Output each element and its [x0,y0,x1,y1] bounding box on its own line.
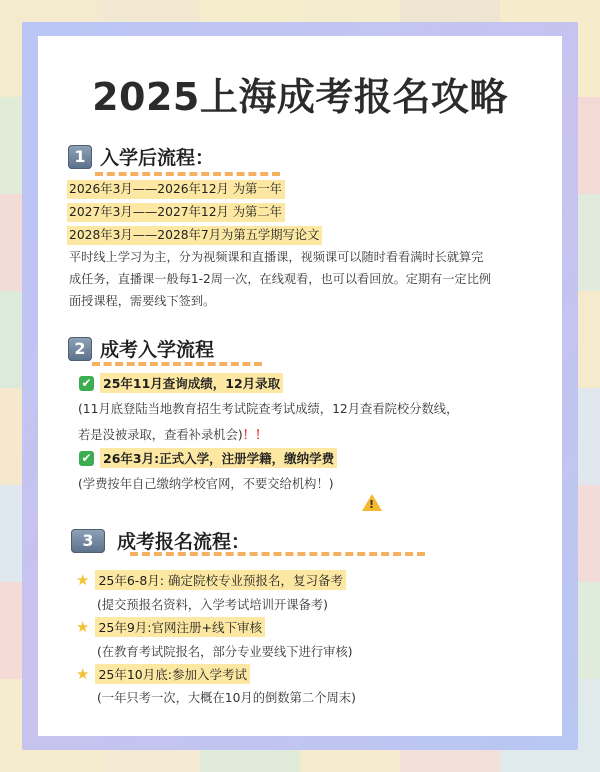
signup-step-2 [76,617,265,637]
paragraph-line: 平时线上学习为主，分为视频课和直播课，视频课可以随时看看满时长就算完 [69,250,484,264]
section-1-header [68,143,214,170]
number-3-icon: 3 [71,529,105,553]
star-icon: ★ [76,570,90,589]
number-2-icon: 2 [68,337,92,361]
exclamation-marks: ！！ [242,428,268,442]
enroll-item-2-note: (学费按年自己缴纳学校官网，不要交给机构！) [78,477,334,491]
signup-step-3 [76,664,250,684]
page-title: 2025上海成考报名攻略 [92,75,508,119]
paragraph-line: 面授课程，需要线下签到。 [69,294,216,308]
enroll-item-2 [79,448,337,468]
star-icon: ★ [76,664,90,683]
signup-step-2-note: (在教育考试院报名，部分专业要线下进行审核) [97,645,353,659]
number-1-icon: 1 [68,145,92,169]
signup-step-3-note: (一年只考一次，大概在10月的倒数第二个周末) [97,691,356,705]
signup-step-1 [76,570,346,590]
year-line-2: 2027年3月——2027年12月 为第二年 [67,203,285,222]
study-paragraph [69,246,539,312]
dashed-underline [92,362,262,366]
signup-step-2-label: 25年9月:官网注册+线下审核 [95,617,265,637]
enroll-item-2-label: 26年3月:正式入学，注册学籍，缴纳学费 [100,448,337,468]
year-line-1: 2026年3月——2026年12月 为第一年 [67,180,285,199]
section-1-title: 入学后流程： [100,147,215,169]
enroll-item-1-note-line1: (11月底登陆当地教育招生考试院查考试成绩，12月查看院校分数线， [78,402,459,416]
paragraph-line: 成任务，直播课一般每1-2周一次，在线观看，也可以看回放。定期有一定比例 [69,272,492,286]
section-3-title: 成考报名流程： [117,531,251,553]
enroll-item-1 [79,373,283,393]
section-2-header [68,335,214,362]
check-icon: ✔ [79,451,94,466]
signup-step-1-note: (提交预报名资料，入学考试培训开课备考) [97,598,328,612]
dashed-underline [130,552,425,556]
signup-step-1-label: 25年6-8月: 确定院校专业预报名，复习备考 [95,570,346,590]
year-line-3: 2028年3月——2028年7月为第五学期写论文 [67,226,322,245]
signup-step-3-label: 25年10月底:参加入学考试 [95,664,250,684]
dashed-underline [95,172,280,176]
star-icon: ★ [76,617,90,636]
enroll-item-1-note-line2: 若是没被录取，查看补录机会)！！ [78,428,268,442]
section-2-title: 成考入学流程 [100,339,215,361]
section-3-header [71,527,250,554]
enroll-item-1-label: 25年11月查询成绩，12月录取 [100,373,283,393]
check-icon: ✔ [79,376,94,391]
warning-mark: ! [369,498,375,511]
